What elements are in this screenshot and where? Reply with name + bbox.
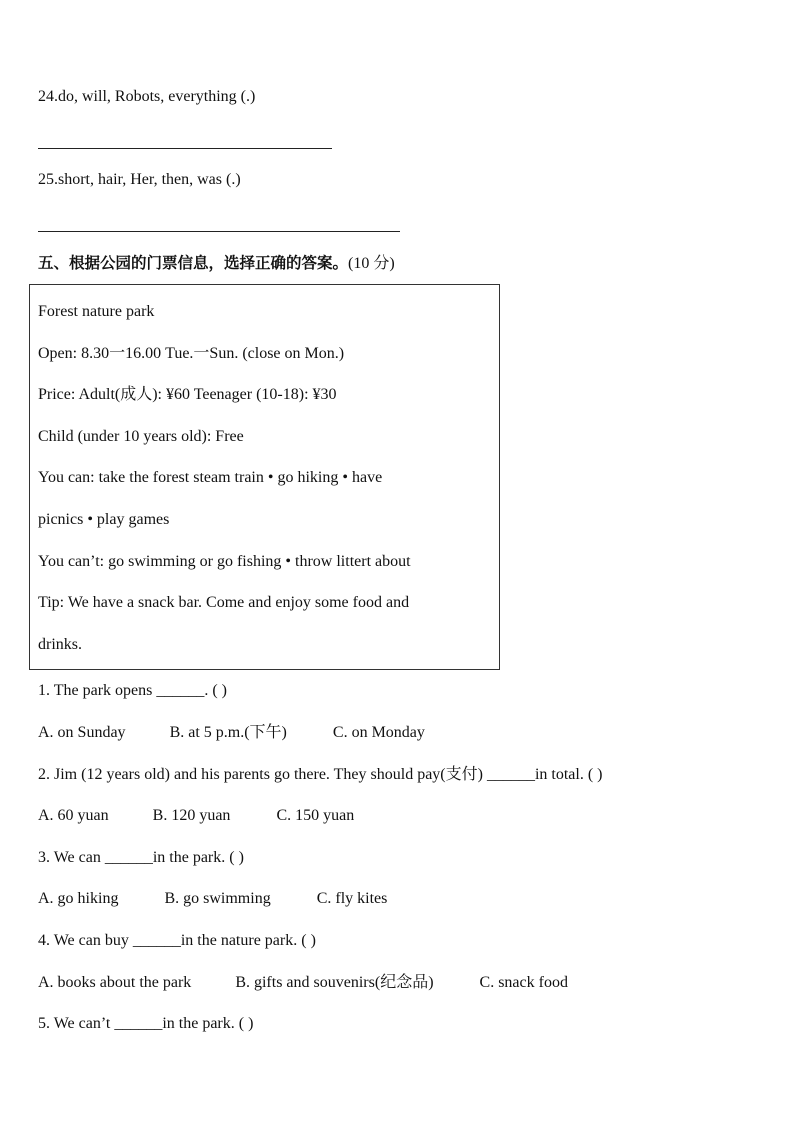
option-c[interactable]: C. snack food xyxy=(479,974,568,991)
ticket-line: You can’t: go swimming or go fishing • throw littert about xyxy=(38,553,411,570)
ticket-line: Forest nature park xyxy=(38,303,155,320)
option-c[interactable]: C. on Monday xyxy=(332,724,425,741)
question-5: 5. We can’t ______in the park. ( ) xyxy=(38,1015,254,1032)
question-24: 24.do, will, Robots, everything (.) xyxy=(38,88,256,105)
section-heading-text: 五、根据公园的门票信息，选择正确的答案。 xyxy=(38,254,349,272)
ticket-line: Price: Adult(成人): ¥60 Teenager (10-18): ¥30 xyxy=(38,386,337,403)
ticket-line: drinks. xyxy=(38,636,82,653)
options-1 xyxy=(38,723,425,743)
ticket-info-box xyxy=(29,284,500,670)
option-a[interactable]: A. go hiking xyxy=(38,890,119,907)
options-2 xyxy=(38,806,354,826)
ticket-line: Child (under 10 years old): Free xyxy=(38,428,244,445)
question-3: 3. We can ______in the park. ( ) xyxy=(38,849,244,866)
ticket-line: Tip: We have a snack bar. Come and enjoy some food and xyxy=(38,594,410,611)
ticket-line: picnics • play games xyxy=(38,511,170,528)
answer-line-24[interactable] xyxy=(38,148,332,149)
option-b[interactable]: B. 120 yuan xyxy=(152,807,231,824)
option-b[interactable]: B. at 5 p.m.(下午) xyxy=(169,724,287,741)
option-a[interactable]: A. books about the park xyxy=(38,974,192,991)
option-b[interactable]: B. go swimming xyxy=(164,890,271,907)
question-2: 2. Jim (12 years old) and his parents go there. They should pay(支付) ______in total. ( ) xyxy=(38,766,603,783)
question-4: 4. We can buy ______in the nature park. ( ) xyxy=(38,932,316,949)
option-a[interactable]: A. 60 yuan xyxy=(38,807,109,824)
question-1: 1. The park opens ______. ( ) xyxy=(38,682,227,699)
options-3 xyxy=(38,889,387,909)
section-score: (10 分) xyxy=(348,255,395,272)
option-b[interactable]: B. gifts and souvenirs(纪念品) xyxy=(235,974,434,991)
section-heading xyxy=(38,253,395,274)
question-25: 25.short, hair, Her, then, was (.) xyxy=(38,171,241,188)
options-4 xyxy=(38,973,568,993)
ticket-line: Open: 8.30一16.00 Tue.一Sun. (close on Mon.) xyxy=(38,345,345,362)
answer-line-25[interactable] xyxy=(38,231,400,232)
option-c[interactable]: C. fly kites xyxy=(316,890,388,907)
option-a[interactable]: A. on Sunday xyxy=(38,724,126,741)
option-c[interactable]: C. 150 yuan xyxy=(276,807,355,824)
ticket-line: You can: take the forest steam train • go hiking • have xyxy=(38,469,383,486)
